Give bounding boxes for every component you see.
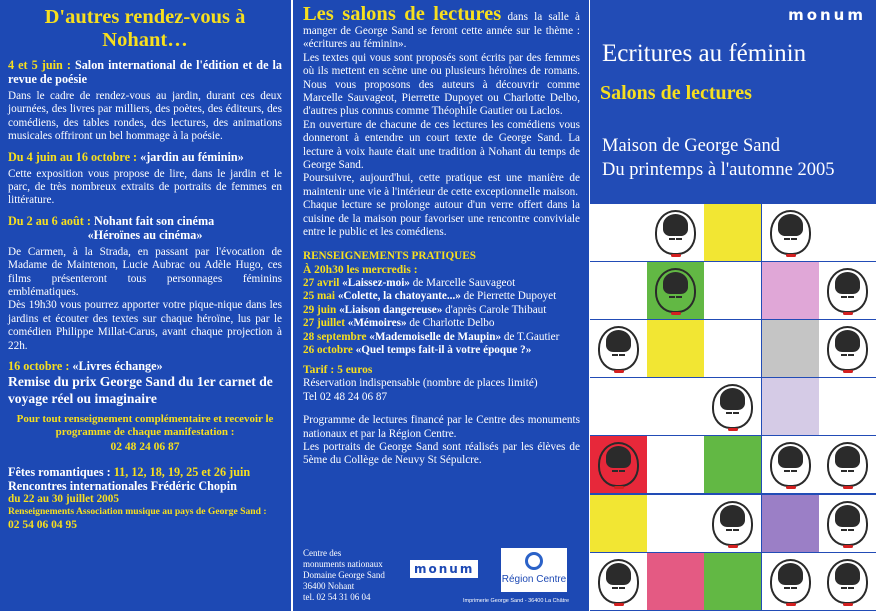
portrait-mosaic (590, 204, 876, 611)
event-title: «Laissez-moi» (342, 276, 413, 289)
color-tile (590, 262, 647, 319)
event-date: 28 septembre (303, 330, 370, 343)
info-text: Pour tout renseignement complémentaire et recevoir le programme de chaque manifestation : (16, 413, 274, 439)
portrait-drawing (598, 326, 639, 371)
middle-panel (293, 0, 589, 611)
event-title: Nohant fait son cinéma (94, 213, 215, 228)
event-author: de Marcelle Sauvageot (412, 276, 516, 289)
portrait-tile (704, 495, 761, 552)
info-text: Renseignements Association musique au pays de George Sand : (8, 506, 267, 518)
cover-venue: Maison de George Sand (602, 136, 780, 156)
event-date: 4 et 5 juin : (8, 58, 71, 72)
address-block (303, 548, 385, 603)
left-heading: D'autres rendez-vous à Nohant… (44, 6, 246, 51)
event-author: de Charlotte Delbo (409, 317, 495, 330)
event-author: de Pierrette Dupoyet (463, 290, 557, 303)
portrait-drawing (827, 442, 868, 487)
portrait-drawing (770, 442, 811, 487)
event-author: d'après Carole Thibaut (445, 303, 547, 316)
color-tile (762, 320, 819, 377)
portrait-tile (819, 553, 876, 610)
tarif: Tarif : 5 euros (303, 364, 373, 377)
event-description: Dans le cadre de rendez-vous au jardin, durant ces deux journées, des livres par milliers, des poètes, des éditeurs, des comédiens, des tables rondes, des lectures, des animations musicales offriront un bel hommage à la poésie. (8, 90, 282, 143)
portrait-drawing (655, 210, 696, 255)
cover-dates: Du printemps à l'automne 2005 (602, 160, 835, 180)
color-tile (590, 495, 647, 552)
intro-text: dans la salle à manger de George Sand se feront cette année sur le thème : «écritures au féminin». (303, 11, 581, 51)
event-title: Salon international de l'édition et de la revue de poésie (8, 58, 283, 86)
address-line: tel. 02 54 31 06 04 (303, 592, 371, 602)
color-tile (590, 204, 647, 261)
event-item (303, 304, 580, 317)
paragraph: Chaque lecture se prolonge autour d'un verre offert dans la cuisine de la maison pour favoriser une rencontre conviviale entre le public et les comédiens. (303, 199, 580, 239)
portrait-drawing (827, 501, 868, 546)
event-date: 27 avril (303, 276, 343, 289)
info-heading: RENSEIGNEMENTS PRATIQUES (303, 249, 476, 262)
portrait-drawing (827, 268, 868, 313)
region-logo-icon (525, 552, 543, 570)
region-centre-logo (501, 548, 567, 592)
portrait-drawing (712, 501, 753, 546)
event-title: «jardin au féminin» (140, 149, 244, 164)
info-phone: 02 54 06 04 95 (8, 519, 77, 532)
portrait-tile (590, 320, 647, 377)
portrait-drawing (655, 268, 696, 313)
portrait-tile (647, 262, 704, 319)
event-title: «Mémoires» (347, 317, 410, 330)
color-tile (704, 262, 761, 319)
portrait-tile (590, 553, 647, 610)
events-list (303, 277, 580, 357)
color-tile (647, 320, 704, 377)
event-date: 29 juin (303, 303, 340, 316)
color-tile (704, 553, 761, 610)
event-date: du 22 au 30 juillet 2005 (8, 493, 119, 506)
address-line: Domaine George Sand (303, 570, 385, 580)
color-tile (762, 262, 819, 319)
event-item (303, 331, 580, 344)
region-label: Région Centre (501, 574, 567, 585)
color-tile (819, 204, 876, 261)
event-date: 25 mai (303, 290, 338, 303)
paragraph: Programme de lectures financé par le Centre des monuments nationaux et par la Région Centre. (303, 414, 580, 440)
event-title: «Mademoiselle de Maupin» (369, 330, 504, 343)
paragraph: Les textes qui vous sont proposés sont écrits par des femmes où ils mettent en scène une ou plusieurs héroïnes de romans. Nous vous proposons des auteurs à découvrir comme Marcelle Sauvageot, Pierrette Dupoyet ou Charlotte Delbo, d'autres plus connus comme Théophile Gautier ou Laclos. (303, 51, 580, 118)
event-date: 11, 12, 18, 19, 25 et 26 juin (113, 465, 251, 480)
event-author: de T.Gautier (503, 330, 560, 343)
portrait-tile (762, 204, 819, 261)
portrait-tile (762, 436, 819, 493)
paragraph: En ouverture de chacune de ces lectures les comédiens vous donneront à entendre un court texte de George Sand. La lecture à voix haute était une tradition à Nohant du temps de George Sand. (303, 118, 580, 172)
info-time: À 20h30 les mercredis : (303, 263, 418, 276)
address-line: 36400 Nohant (303, 581, 355, 591)
color-tile (590, 378, 647, 435)
portrait-drawing (827, 326, 868, 371)
color-tile (647, 436, 704, 493)
event-title: «Quel temps fait-il à votre époque ?» (355, 343, 532, 356)
portrait-tile (819, 320, 876, 377)
portrait-tile (590, 436, 647, 493)
event-description: De Carmen, à la Strada, en passant par l'évocation de Madame de Maintenon, Lucie Aubrac ou Adèle Hugo, ces films présenteront tous personnages féminins emblématiques. (8, 245, 282, 299)
reservation: Réservation indispensable (nombre de places limité) (303, 377, 538, 390)
telephone: Tel 02 48 24 06 87 (303, 390, 388, 403)
portrait-drawing (598, 559, 639, 604)
portrait-drawing (770, 559, 811, 604)
paragraph: Poursuivre, aujourd'hui, cette pratique est une manière de maintenir une vie à l'intérieur de cette exceptionnelle maison. (303, 172, 580, 198)
event-item (303, 344, 580, 357)
color-tile (704, 320, 761, 377)
cover-subtitle: Salons de lectures (600, 82, 752, 104)
color-tile (647, 495, 704, 552)
printer-credit: Imprimerie George Sand - 36400 La Châtre (463, 598, 570, 604)
event-date: 26 octobre (303, 343, 356, 356)
prize-text: Remise du prix George Sand du 1er carnet de voyage réel ou imaginaire (8, 374, 273, 407)
portrait-drawing (712, 384, 753, 429)
cover-panel (590, 0, 876, 611)
event-description: Cette exposition vous propose de lire, dans le jardin et le parc, de très nombreux extraits de portraits de femmes en littérature. (8, 167, 282, 207)
event-item (303, 317, 580, 330)
event-date: Du 2 au 6 août : (8, 213, 91, 228)
portrait-tile (647, 204, 704, 261)
color-tile (647, 378, 704, 435)
cover-title: Ecritures au féminin (602, 40, 807, 67)
event-title: «Héroïnes au cinéma» (87, 227, 203, 242)
event-title: Fêtes romantiques : (8, 465, 111, 480)
portrait-tile (819, 262, 876, 319)
event-date: Du 4 juin au 16 octobre : (8, 149, 138, 164)
event-item (303, 290, 580, 303)
middle-heading: Les salons de lectures (303, 3, 502, 25)
portrait-tile (704, 378, 761, 435)
color-tile (647, 553, 704, 610)
event-title: Rencontres internationales Frédéric Chopin (8, 479, 237, 494)
event-date: 16 octobre : (8, 359, 70, 374)
portrait-drawing (770, 210, 811, 255)
info-phone: 02 48 24 06 87 (110, 441, 180, 454)
address-line: monuments nationaux (303, 559, 383, 569)
color-tile (819, 378, 876, 435)
portrait-drawing (598, 442, 639, 487)
paragraph: Les portraits de George Sand sont réalisés par les élèves de 5ème du Collège de Neuvy St Sépulcre. (303, 440, 580, 467)
monum-logo: monum (410, 560, 478, 578)
portrait-tile (819, 436, 876, 493)
portrait-drawing (827, 559, 868, 604)
color-tile (704, 204, 761, 261)
left-panel (0, 0, 291, 611)
event-title: «Livres échange» (72, 359, 163, 374)
portrait-tile (819, 495, 876, 552)
portrait-tile (762, 553, 819, 610)
address-line: Centre des (303, 548, 342, 558)
color-tile (762, 495, 819, 552)
event-date: 27 juillet (303, 317, 348, 330)
monum-logo: monum (788, 6, 866, 24)
color-tile (762, 378, 819, 435)
event-title: «Liaison dangereuse» (339, 303, 446, 316)
color-tile (704, 436, 761, 493)
event-description: Dès 19h30 vous pourrez apporter votre pique-nique dans les jardins et écouter des textes sur chaque héroïne, lus par le comédien Philippe Millat-Carus, avant chaque projection à 22h. (8, 299, 282, 352)
event-title: «Colette, la chatoyante...» (337, 290, 464, 303)
event-item (303, 277, 580, 290)
